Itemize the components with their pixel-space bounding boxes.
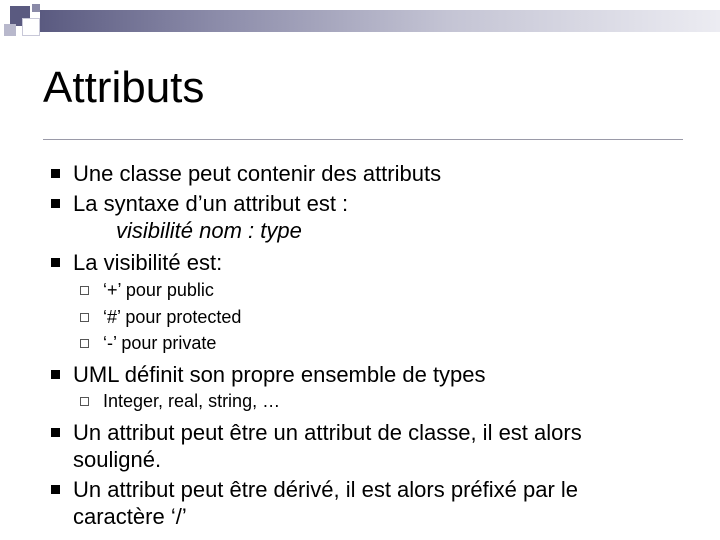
bullet-continuation: souligné. [73, 447, 162, 472]
sub-bullet-box [80, 286, 89, 295]
bullet-continuation: caractère ‘/’ [73, 504, 187, 529]
slide-title: Attributs [43, 63, 205, 112]
bullet-text: Un attribut peut être un attribut de classe, il est alors [73, 420, 582, 445]
sub-bullet-text: ‘+’ pour public [103, 280, 214, 300]
bullet-square [51, 199, 60, 208]
bullet-continuation: visibilité nom : type [116, 218, 302, 243]
sub-bullet-box [80, 339, 89, 348]
bullet-square [51, 428, 60, 437]
sub-bullet-box [80, 397, 89, 406]
sub-bullet-text: ‘-’ pour private [103, 333, 217, 353]
bullet-square [51, 485, 60, 494]
bullet-text: La syntaxe d’un attribut est : [73, 191, 349, 216]
bullet-square [51, 258, 60, 267]
sub-bullet-box [80, 313, 89, 322]
bullet-text: Une classe peut contenir des attributs [73, 161, 442, 186]
bullet-text: Un attribut peut être dérivé, il est alors préfixé par le [73, 477, 579, 502]
sub-bullet-text: ‘#’ pour protected [103, 307, 242, 327]
bullet-square [51, 169, 60, 178]
bullet-text: UML définit son propre ensemble de types [73, 362, 486, 387]
bullet-square [51, 370, 60, 379]
sub-bullet-text: Integer, real, string, … [103, 391, 281, 411]
bullet-text: La visibilité est: [73, 250, 223, 275]
